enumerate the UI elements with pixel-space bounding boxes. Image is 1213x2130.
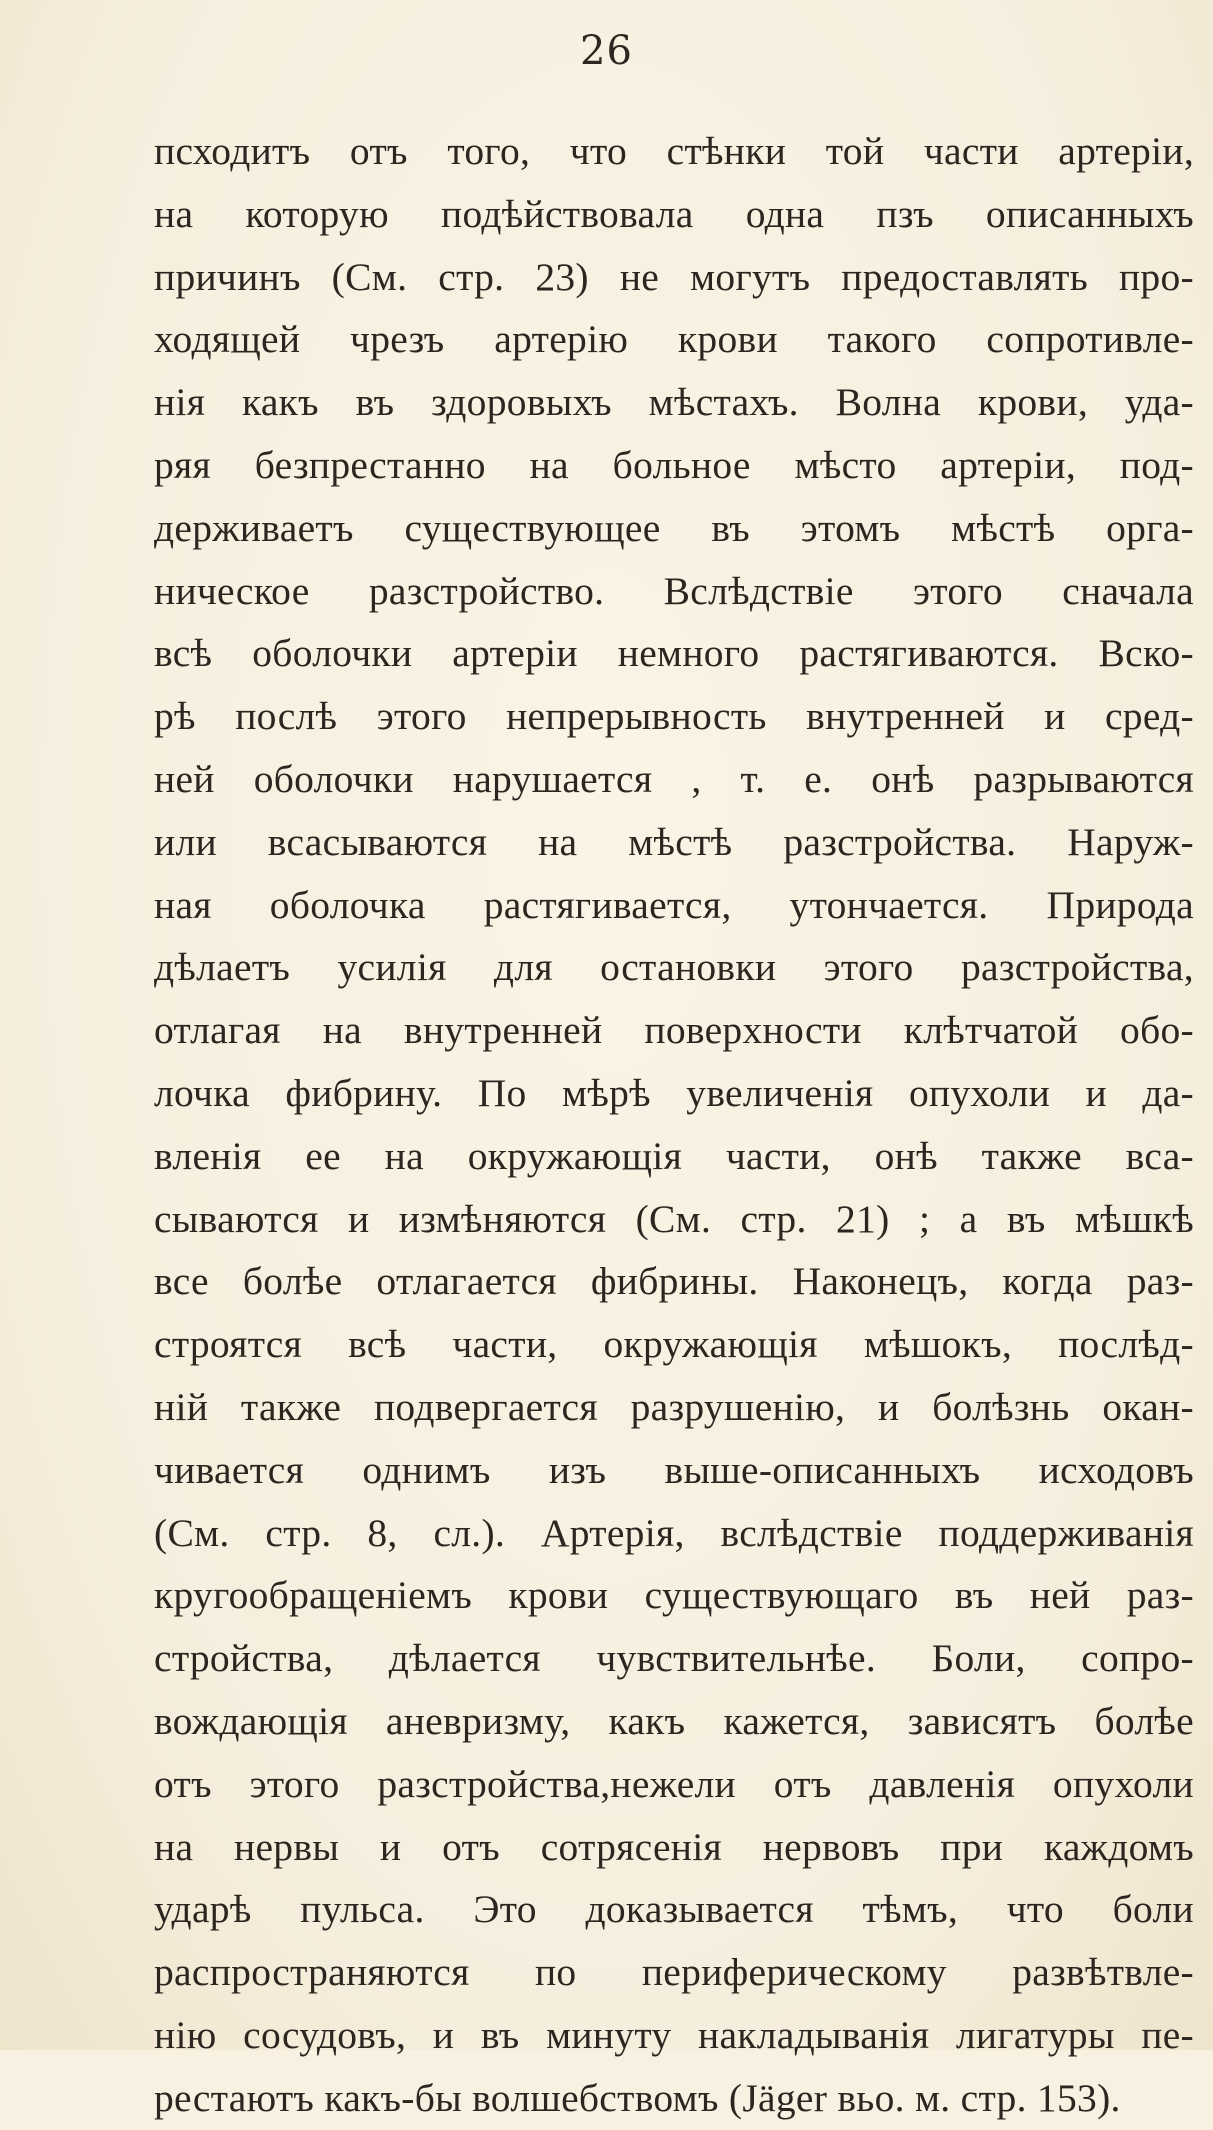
text-line: ряя безпрестанно на больное мѣсто артеріи, под- [154, 442, 1194, 487]
text-line: держиваетъ существующее въ этомъ мѣстѣ орга- [154, 505, 1194, 550]
text-line: распространяются по периферическому развѣтвле- [154, 1950, 1194, 1995]
text-line: ническое разстройство. Вслѣдствіе этого сначала [154, 568, 1194, 613]
text-line: лочка фибрину. По мѣрѣ увеличенія опухоли и да- [154, 1070, 1194, 1115]
text-line: рѣ послѣ этого непрерывность внутренней и сред- [154, 694, 1194, 739]
text-line: рестаютъ какъ-бы волшебствомъ (Jäger вьо. м. стр. 153). [154, 2075, 1121, 2120]
text-line: (См. стр. 8, сл.). Артерія, вслѣдствіе поддерживанія [154, 1510, 1194, 1555]
text-line: стройства, дѣлается чувствительнѣе. Боли, сопро- [154, 1636, 1194, 1681]
text-line: нію сосудовъ, и въ минуту накладыванія лигатуры пе- [154, 2012, 1194, 2057]
text-line: сываются и измѣняются (См. стр. 21) ; а въ мѣшкѣ [154, 1196, 1194, 1241]
text-line: причинъ (См. стр. 23) не могутъ предоставлять про- [154, 254, 1194, 299]
text-line: кругообращеніемъ крови существующаго въ ней раз- [154, 1573, 1194, 1618]
text-line: ней оболочки нарушается , т. е. онѣ разрываются [154, 756, 1194, 801]
text-line: на которую подѣйствовала одна пзъ описанныхъ [154, 191, 1194, 236]
text-line: ная оболочка растягивается, утончается. Природа [154, 882, 1194, 927]
text-line: чивается однимъ изъ выше-описанныхъ исходовъ [154, 1447, 1194, 1492]
text-line: псходитъ отъ того, что стѣнки той части артеріи, [154, 129, 1194, 173]
text-line: вленія ее на окружающія части, онѣ также вса- [154, 1133, 1194, 1178]
text-line: ударѣ пульса. Это доказывается тѣмъ, что боли [154, 1887, 1194, 1932]
body-text [154, 120, 1194, 2130]
text-line: ній также подвергается разрушенію, и болѣзнь окан- [154, 1384, 1194, 1429]
text-line: ходящей чрезъ артерію крови такого сопротивле- [154, 317, 1194, 362]
text-line: все болѣе отлагается фибрины. Наконецъ, когда раз- [154, 1259, 1194, 1304]
text-line: отлагая на внутренней поверхности клѣтчатой обо- [154, 1008, 1194, 1053]
text-line: строятся всѣ части, окружающія мѣшокъ, послѣд- [154, 1322, 1194, 1367]
text-line: вождающія аневризму, какъ кажется, зависятъ болѣе [154, 1698, 1194, 1743]
page-number: 26 [580, 28, 633, 74]
text-line: на нервы и отъ сотрясенія нервовъ при каждомъ [154, 1824, 1194, 1869]
text-line: дѣлаетъ усилія для остановки этого разстройства, [154, 945, 1194, 990]
text-line: отъ этого разстройства,нежели отъ давленія опухоли [154, 1761, 1194, 1806]
text-line: или всасываются на мѣстѣ разстройства. Наруж- [154, 819, 1194, 864]
text-line: нія какъ въ здоровыхъ мѣстахъ. Волна крови, уда- [154, 380, 1194, 425]
text-line: всѣ оболочки артеріи немного растягиваются. Вско- [154, 631, 1194, 676]
